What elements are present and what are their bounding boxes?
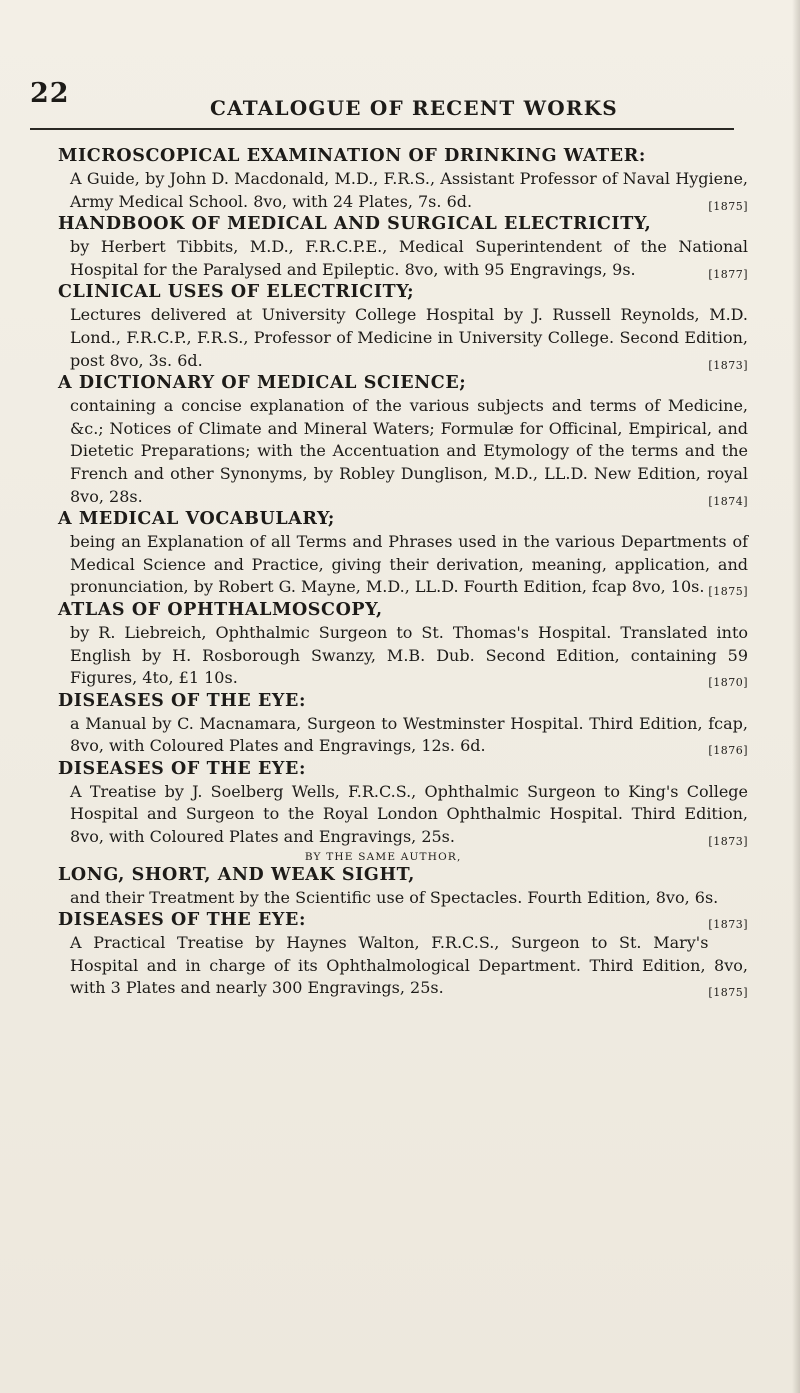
entry-year: [1875]: [708, 199, 748, 213]
entry-title: A MEDICAL VOCABULARY;: [58, 509, 335, 530]
entry-year: [1873]: [708, 835, 748, 849]
catalogue-entries: [58, 145, 748, 1005]
catalogue-entry: [58, 690, 748, 758]
catalogue-entry: [58, 372, 748, 508]
entry-title: LONG, SHORT, AND WEAK SIGHT,: [58, 864, 415, 885]
entry-body: [70, 932, 748, 1000]
entry-year: [1873]: [708, 358, 748, 372]
entry-description: A Practical Treatise by Haynes Walton, F.R.C.S., Surgeon to St. Mary's Hospital and in charge of its Ophthalmological Department. Third Edition, 8vo, with 3 Plates and nearly 300 Engravings, 25s.: [70, 933, 748, 998]
running-head: CATALOGUE OF RECENT WORKS: [210, 96, 618, 120]
catalogue-entry: [58, 145, 748, 213]
page-number: 22: [30, 78, 70, 109]
entry-body: [70, 395, 748, 508]
entry-description: Lectures delivered at University College Hospital by J. Russell Reynolds, M.D. Lond., F.R.C.P., F.R.S., Professor of Medicine in University College. Second Edition, post 8vo, 3s. 6d.: [70, 305, 748, 370]
entry-description: A Treatise by J. Soelberg Wells, F.R.C.S., Ophthalmic Surgeon to King's College Hospital and Surgeon to the Royal London Ophthalmic Hospital. Third Edition, 8vo, with Coloured Plates and Engravings, 25s.: [70, 781, 748, 847]
entry-body: [70, 304, 748, 372]
entry-title: CLINICAL USES OF ELECTRICITY;: [58, 282, 415, 303]
entry-description: being an Explanation of all Terms and Phrases used in the various Departments of Medical Science and Practice, giving their derivation, meaning, application, and pronunciation, by Robert G. Mayne, M.D., LL.D. Fourth Edition, fcap 8vo, 10s.: [70, 532, 748, 597]
entry-body: [70, 713, 748, 758]
entry-title: HANDBOOK OF MEDICAL AND SURGICAL ELECTRICITY,: [58, 214, 652, 235]
entry-title: A DICTIONARY OF MEDICAL SCIENCE;: [58, 373, 467, 394]
entry-description: a Manual by C. Macnamara, Surgeon to Westminster Hospital. Third Edition, fcap, 8vo, with Coloured Plates and Engravings, 12s. 6d.: [70, 713, 748, 756]
catalogue-entry: [58, 599, 748, 690]
entry-year: [1873]: [708, 918, 748, 932]
entry-description: containing a concise explanation of the various subjects and terms of Medicine, &c.; Notices of Climate and Mineral Waters; Formulæ for Officinal, Empirical, and Dietetic Preparations; with the Accentuation and Etymology of the terms and the French and other Synonyms, by Robley Dunglison, M.D., LL.D. New Edition, royal 8vo, 28s.: [70, 396, 748, 506]
entry-body: [70, 236, 748, 281]
catalogue-entry: [58, 758, 748, 864]
entry-body: [70, 622, 748, 690]
entry-title: DISEASES OF THE EYE:: [58, 910, 307, 931]
catalogue-entry: [58, 909, 748, 1000]
entry-body: [70, 531, 748, 599]
entry-year: [1870]: [708, 676, 748, 690]
entry-description: by R. Liebreich, Ophthalmic Surgeon to St. Thomas's Hospital. Translated into English by H. Rosborough Swanzy, M.B. Dub. Second Edition, containing 59 Figures, 4to, £1 10s.: [70, 622, 748, 688]
entry-year: [1877]: [708, 267, 748, 281]
same-author-byline: BY THE SAME AUTHOR,: [304, 850, 462, 863]
catalogue-entry: [58, 281, 748, 372]
entry-title: DISEASES OF THE EYE:: [58, 758, 307, 779]
entry-title: DISEASES OF THE EYE:: [58, 690, 307, 711]
header-rule: [30, 128, 734, 130]
entry-year: [1874]: [708, 494, 748, 508]
entry-title: MICROSCOPICAL EXAMINATION OF DRINKING WATER:: [58, 146, 646, 166]
entry-body: [70, 168, 748, 213]
entry-description: A Guide, by John D. Macdonald, M.D., F.R.S., Assistant Professor of Naval Hygiene, Army Medical School. 8vo, with 24 Plates, 7s. 6d.: [70, 169, 748, 211]
page-edge-shadow: [792, 0, 800, 1393]
entry-year: [1875]: [708, 986, 748, 1000]
entry-body: [70, 781, 748, 849]
entry-year: [1876]: [708, 744, 748, 758]
catalogue-entry: [58, 213, 748, 281]
catalogue-entry: [58, 508, 748, 599]
entry-title: ATLAS OF OPHTHALMOSCOPY,: [58, 599, 383, 620]
entry-description: by Herbert Tibbits, M.D., F.R.C.P.E., Medical Superintendent of the National Hospital for the Paralysed and Epileptic. 8vo, with 95 Engravings, 9s.: [70, 237, 748, 279]
entry-description: and their Treatment by the Scientific use of Spectacles. Fourth Edition, 8vo, 6s.: [70, 887, 719, 907]
entry-year: [1875]: [708, 585, 748, 599]
